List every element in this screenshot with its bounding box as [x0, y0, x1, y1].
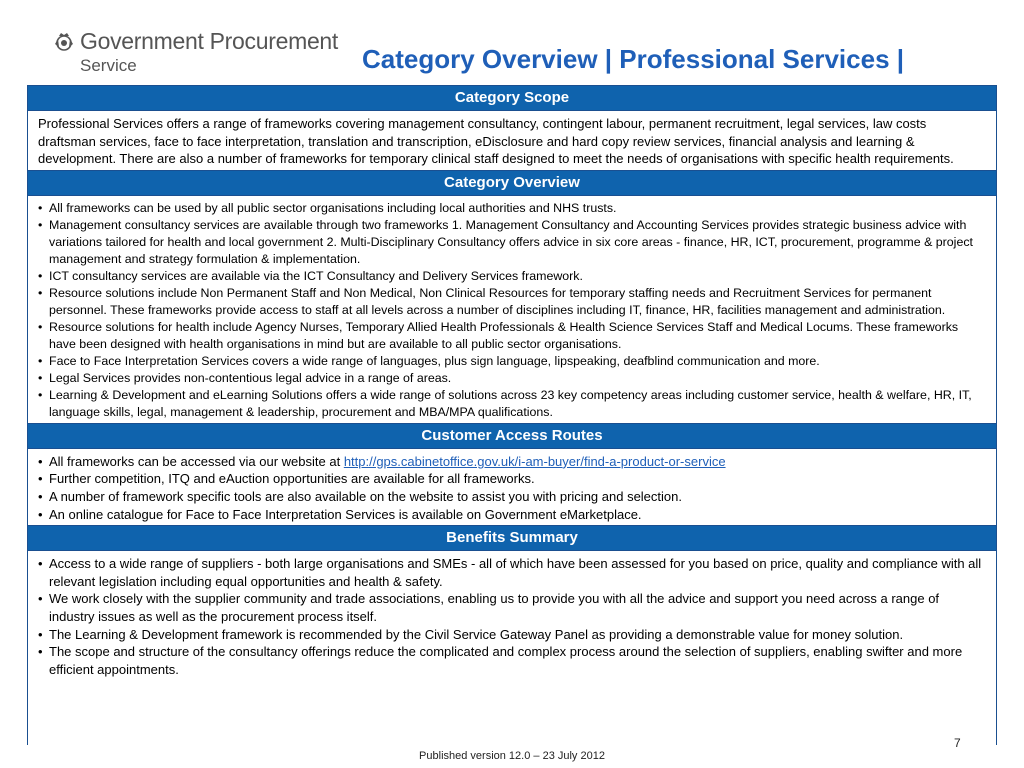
overview-bullet: • ICT consultancy services are available via the ICT Consultancy and Delivery Services framework. [38, 268, 986, 285]
access-website-text: All frameworks can be accessed via our website at [49, 453, 344, 469]
category-scope-text: Professional Services offers a range of frameworks covering management consultancy, contingent labour, permanent recruitment, legal services, law costs draftsman services, face to face interpretation, translation and transcription, eDisclosure and hard copy review services, financial analysis and learning & development. There are also a number of frameworks for temporary clinical staff designed to meet the needs of organisations with specific health requirements. [38, 116, 954, 167]
category-scope-header: Category Scope [28, 85, 996, 111]
royal-crest-icon [52, 30, 76, 54]
category-scope-body [28, 111, 996, 170]
logo-text-line1: Government Procurement [80, 28, 339, 54]
benefits-summary-body [28, 551, 996, 680]
page-number: 7 [954, 736, 961, 750]
category-overview-header: Category Overview [28, 170, 996, 196]
access-bullet: • A number of framework specific tools are also available on the website to assist you with pricing and selection. [38, 488, 986, 506]
benefit-bullet: • The scope and structure of the consultancy offerings reduce the complicated and complex process around the selection of suppliers, enabling swifter and more efficient appointments. [38, 643, 986, 678]
footer-published-version: Published version 12.0 – 23 July 2012 [419, 750, 605, 762]
overview-bullet: • Legal Services provides non-contentious legal advice in a range of areas. [38, 370, 986, 387]
overview-bullet: • All frameworks can be used by all public sector organisations including local authorities and NHS trusts. [38, 200, 986, 217]
gps-website-link[interactable]: http://gps.cabinetoffice.gov.uk/i-am-buyer/find-a-product-or-service [343, 453, 726, 469]
benefits-summary-header: Benefits Summary [28, 525, 996, 551]
benefit-bullet: • The Learning & Development framework is recommended by the Civil Service Gateway Panel as providing a demonstrable value for money solution. [38, 626, 986, 644]
access-bullet: • An online catalogue for Face to Face Interpretation Services is available on Government eMarketplace. [38, 506, 986, 524]
access-bullet-website [38, 453, 986, 471]
content-table [27, 85, 997, 745]
overview-bullet: • Learning & Development and eLearning Solutions offers a wide range of solutions across 23 key competency areas including customer service, health & welfare, HR, IT, language skills, legal, management & leadership, procurement and MBA/MPA qualifications. [38, 387, 986, 421]
benefit-bullet: • We work closely with the supplier community and trade associations, enabling us to provide you with all the advice and support you need across a range of industry issues as well as the procurement process itself. [38, 590, 986, 625]
gps-logo[interactable] [48, 26, 348, 78]
overview-bullet: • Resource solutions for health include Agency Nurses, Temporary Allied Health Professionals & Health Science Services Staff and Medical Locums. These frameworks have been designed with health organisations in mind but are available to all public sector organisations. [38, 319, 986, 353]
overview-bullet: • Management consultancy services are available through two frameworks 1. Management Consultancy and Accounting Services provides strategic business advice with variations tailored for health and local government 2. Multi-Disciplinary Consultancy offers advice in six core areas - finance, HR, ICT, procurement, programme & project management and strategy formulation & implementation. [38, 217, 986, 268]
customer-access-routes-header: Customer Access Routes [28, 423, 996, 449]
page-title: Category Overview | Professional Services | [362, 44, 905, 74]
logo-text-line2: Service [80, 56, 137, 75]
benefit-bullet: • Access to a wide range of suppliers - both large organisations and SMEs - all of which have been assessed for you based on price, quality and compliance with all relevant legislation including equal opportunities and health & safety. [38, 555, 986, 590]
customer-access-routes-body [28, 449, 996, 525]
overview-bullet: • Face to Face Interpretation Services covers a wide range of languages, plus sign language, lipspeaking, deafblind communication and more. [38, 353, 986, 370]
category-overview-body [28, 196, 996, 423]
overview-bullet: • Resource solutions include Non Permanent Staff and Non Medical, Non Clinical Resources for temporary staffing needs and Recruitment Services for permanent personnel. These frameworks provide access to staff at all levels across a number of disciplines including IT, finance, HR, facilities management and administration. [38, 285, 986, 319]
access-bullet: • Further competition, ITQ and eAuction opportunities are available for all frameworks. [38, 470, 986, 488]
